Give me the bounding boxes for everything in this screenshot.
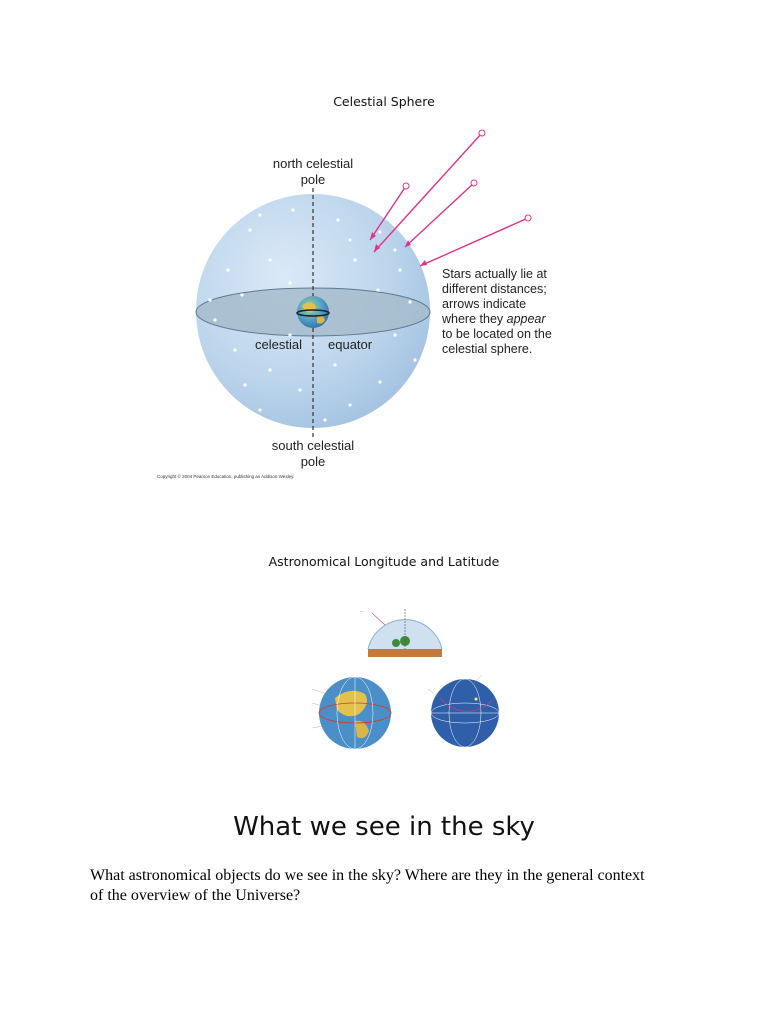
svg-text:—: — (360, 609, 364, 613)
note-line-1: Stars actually lie at (442, 267, 547, 281)
earth-icon (297, 296, 329, 328)
note-line-6: celestial sphere. (442, 342, 533, 356)
north-pole-label-1: north celestial (272, 156, 354, 171)
celestial-sphere-diagram (150, 120, 590, 490)
longitude-latitude-figure (300, 603, 510, 768)
figure2-caption: Astronomical Longitude and Latitude (268, 554, 500, 569)
section-heading: What we see in the sky (233, 812, 535, 842)
note-line-5: to be located on the (442, 327, 552, 341)
star-origins (403, 130, 531, 221)
celestial-globe (431, 679, 499, 747)
body-paragraph: What astronomical objects do we see in the sky? Where are they in the general context of the overview of the Universe? (90, 867, 645, 904)
north-pole-label-2: pole (300, 172, 326, 187)
earth-globe (319, 677, 391, 749)
south-pole-label-2: pole (300, 454, 326, 469)
note-line-4: where they appear (442, 312, 546, 326)
figure1-caption: Celestial Sphere (333, 94, 435, 109)
equator-label-left: celestial (255, 337, 302, 352)
copyright-note: Copyright © 2004 Pearson Education, publishing as Addison Wesley. (157, 474, 295, 479)
equator-label-right: equator (328, 337, 373, 352)
note-line-2: different distances; (442, 282, 547, 296)
note-line-3: arrows indicate (442, 297, 527, 311)
distance-note (441, 267, 552, 356)
south-pole-label-1: south celestial (271, 438, 355, 453)
observer-dome (360, 609, 442, 657)
